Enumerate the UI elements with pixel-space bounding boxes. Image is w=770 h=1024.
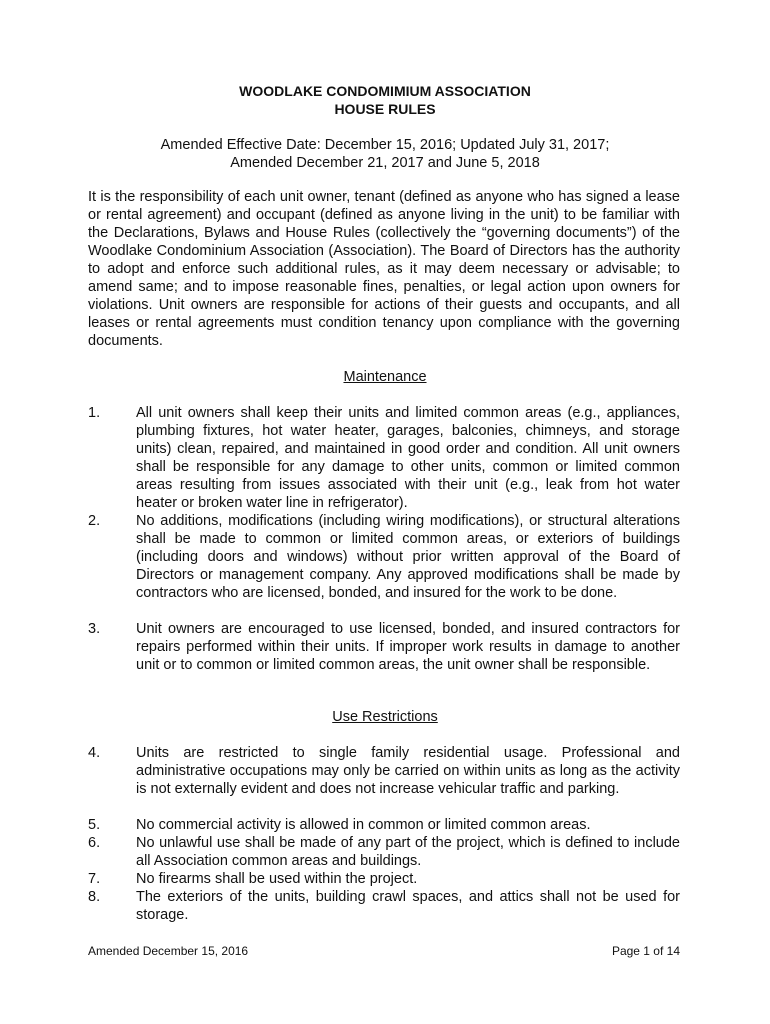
effective-date-line-2: Amended December 21, 2017 and June 5, 2018 (230, 155, 540, 171)
rule-text: No unlawful use shall be made of any part of the project, which is defined to include all Association common areas and buildings. (136, 835, 680, 869)
rule-number: 7. (88, 871, 101, 887)
effective-date-line-1: Amended Effective Date: December 15, 2016; Updated July 31, 2017; (160, 137, 610, 153)
footer-page-number: Page 1 of 14 (611, 944, 680, 958)
rule-number: 3. (88, 621, 101, 637)
rule-item (88, 620, 680, 674)
document-subtitle: HOUSE RULES (334, 101, 436, 117)
rule-number: 5. (88, 817, 101, 833)
rule-item (88, 870, 680, 888)
rule-item (88, 816, 680, 834)
rule-number: 1. (88, 405, 101, 421)
rule-number: 4. (88, 745, 101, 761)
rule-text: Units are restricted to single family residential usage. Professional and administrative occupations may only be carried on within units as long as the activity is not externally evident and does not increase vehicular traffic and parking. (136, 745, 680, 797)
rule-text: Unit owners are encouraged to use licensed, bonded, and insured contractors for repairs performed within their units. If improper work results in damage to another unit or to common or limited common areas, the unit owner shall be responsible. (136, 621, 680, 673)
rule-text: All unit owners shall keep their units and limited common areas (e.g., appliances, plumbing fixtures, hot water heater, garages, balconies, chimneys, and storage units) clean, repaired, and maintained in good order and condition. All unit owners shall be responsible for any damage to other units, common or limited common areas resulting from issues associated with their unit (e.g., leak from hot water heater or broken water line in refrigerator). (136, 405, 680, 511)
rule-item (88, 834, 680, 870)
rule-text: No additions, modifications (including wiring modifications), or structural alterations shall be made to common or limited common areas, or exteriors of buildings (including doors and windows) without prior written approval of the Board of Directors or management company. Any approved modifications shall be made by contractors who are licensed, bonded, and insured for the work to be done. (136, 513, 680, 601)
rule-number: 8. (88, 889, 101, 905)
rule-text: The exteriors of the units, building crawl spaces, and attics shall not be used for storage. (136, 889, 680, 923)
rule-item (88, 404, 680, 512)
rule-item (88, 888, 680, 924)
rule-number: 6. (88, 835, 101, 851)
rule-item (88, 512, 680, 602)
rule-text: No commercial activity is allowed in common or limited common areas. (136, 817, 591, 833)
use-restrictions-heading: Use Restrictions (332, 709, 438, 725)
maintenance-heading: Maintenance (343, 369, 427, 385)
intro-paragraph: It is the responsibility of each unit owner, tenant (defined as anyone who has signed a lease or rental agreement) and occupant (defined as anyone living in the unit) to be familiar with the Declarations, Bylaws and House Rules (collectively the “governing documents”) of the Woodlake Condominium Association (Association). The Board of Directors has the authority to adopt and enforce such additional rules, as it may deem necessary or advisable; to amend same; and to impose reasonable fines, penalties, or legal action upon owners for violations. Unit owners are responsible for actions of their guests and occupants, and all leases or rental agreements must condition tenancy upon compliance with the governing documents. (88, 189, 680, 349)
footer-amended-date: Amended December 15, 2016 (88, 944, 249, 958)
rule-number: 2. (88, 513, 101, 529)
rule-text: No firearms shall be used within the project. (136, 871, 418, 887)
document-title: WOODLAKE CONDOMIMIUM ASSOCIATION (239, 83, 531, 99)
rule-item (88, 744, 680, 798)
